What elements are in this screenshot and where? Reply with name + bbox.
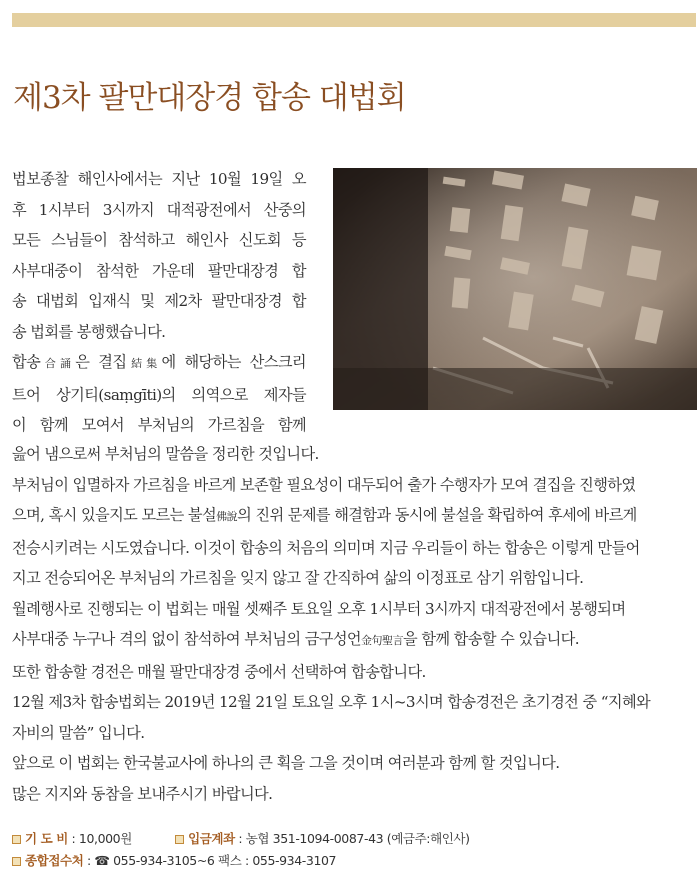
text-fragment: 은 결집 (75, 353, 127, 371)
text-line: 자비의 말씀” 입니다. (12, 723, 145, 742)
text-line: 모든 스님들이 참석하고 해인사 신도회 등 (12, 231, 306, 249)
text-line (12, 347, 306, 380)
donation-label: 기 도 비 (25, 831, 68, 846)
hanja-annotation: 結集 (126, 357, 162, 370)
text-line: 월례행사로 진행되는 이 법회는 매월 셋째주 토요일 오후 1시부터 3시까지 대적광전에서 봉행되며 (12, 599, 626, 618)
account-label: 입금계좌 (188, 831, 235, 846)
page-title: 제3차 팔만대장경 합송 대법회 (13, 80, 406, 116)
text-line: 트어 상기티(saṃgīti)의 의역으로 제자들 (12, 385, 306, 404)
info-row-fee-account (12, 829, 470, 847)
woodblock-image (333, 168, 697, 410)
hanja-annotation: 金句聖言 (361, 634, 404, 647)
account-value: : 농협 351-1094-0087-43 (예금주:해인사) (238, 831, 470, 846)
text-fragment: 사부대중 누구나 격의 없이 참석하여 부처님의 금구성언 (12, 630, 362, 648)
text-line: 앞으로 이 법회는 한국불교사에 하나의 큰 획을 그을 것이며 여러분과 함께 할 것입니다. (12, 754, 560, 772)
donation-value: : 10,000원 (71, 831, 132, 846)
text-line: 12월 제3차 합송법회는 2019년 12월 21일 토요일 오후 1시~3시며 합송경전은 초기경전 중 “지혜와 (12, 693, 651, 711)
text-fragment: 합송 (12, 353, 41, 371)
text-line: 후 1시부터 3시까지 대적광전에서 산중의 (12, 200, 306, 219)
text-line: 법보종찰 해인사에서는 지난 10월 19일 오 (12, 170, 306, 188)
text-line: 부처님이 입멸하자 가르침을 바르게 보존할 필요성이 대두되어 출가 수행자가 모여 결집을 진행하였 (12, 475, 636, 494)
text-line: 또한 합송할 경전은 매월 팔만대장경 중에서 선택하여 합송합니다. (12, 662, 426, 681)
text-line (12, 500, 700, 533)
top-decorative-bar (12, 13, 696, 27)
text-fragment: 을 함께 합송할 수 있습니다. (403, 630, 579, 648)
bullet-square-icon (12, 857, 21, 866)
text-fragment: 에 해당하는 산스크리 (161, 353, 306, 371)
contact-label: 종합접수처 (25, 853, 84, 868)
hanja-annotation: 合誦 (40, 357, 76, 370)
contact-value: : ☎ 055-934-3105~6 팩스 : 055-934-3107 (86, 853, 337, 868)
text-line: 읊어 냄으로써 부처님의 말씀을 정리한 것입니다. (12, 445, 319, 463)
woodblock-photo (333, 168, 697, 410)
text-fragment: 으며, 혹시 있을지도 모르는 불설 (12, 506, 217, 524)
text-line: 전승시키려는 시도였습니다. 이것이 합송의 처음의 의미며 지금 우리들이 하는 합송은 이렇게 만들어 (12, 538, 640, 557)
hanja-annotation: 佛說 (216, 510, 238, 523)
text-line: 많은 지지와 동참을 보내주시기 바랍니다. (12, 784, 273, 803)
bullet-square-icon (12, 835, 21, 844)
text-line: 지고 전승되어온 부처님의 가르침을 잊지 않고 잘 간직하여 삶의 이정표로 삼기 위함입니다. (12, 569, 584, 587)
text-line: 송 대법회 입재식 및 제2차 팔만대장경 합 (12, 292, 306, 310)
text-line: 사부대중이 참석한 가운데 팔만대장경 합 (12, 261, 306, 280)
bullet-square-icon (175, 835, 184, 844)
text-line: 이 함께 모여서 부처님의 가르침을 함께 (12, 416, 306, 434)
text-fragment: 의 진위 문제를 해결함과 동시에 불설을 확립하여 후세에 바르게 (237, 506, 637, 524)
text-line (12, 624, 700, 657)
body-paragraphs (12, 439, 700, 809)
text-line: 송 법회를 봉행했습니다. (12, 322, 166, 341)
intro-paragraph (12, 164, 306, 441)
info-row-contact (12, 851, 336, 869)
